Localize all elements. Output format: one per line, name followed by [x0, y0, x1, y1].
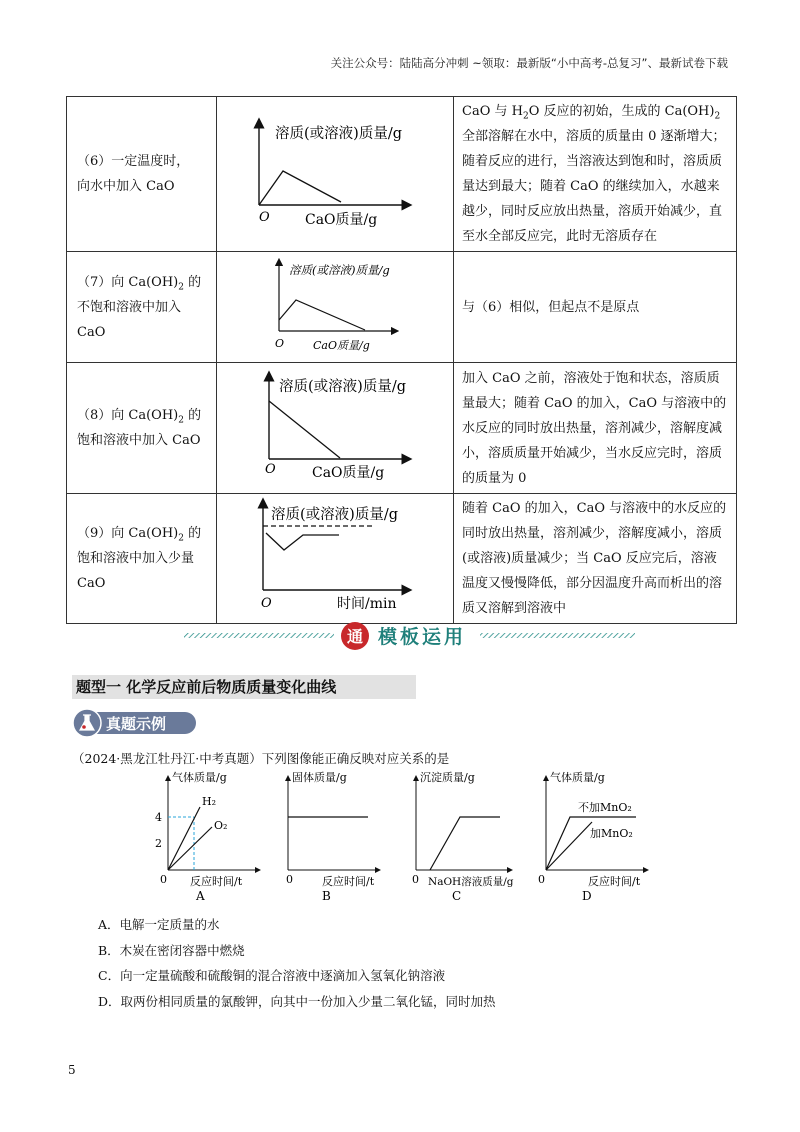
graph-8 [217, 363, 453, 493]
curve [269, 401, 340, 458]
figure-a [155, 770, 258, 903]
table-row [67, 97, 737, 252]
answer-figures [150, 770, 670, 910]
table-row [67, 494, 737, 624]
x-label: 反应时间/t [190, 875, 243, 888]
series-line [430, 817, 500, 870]
x-label: 反应时间/t [588, 875, 641, 888]
banner-icon-char: 通 [346, 627, 364, 646]
series-label: O₂ [214, 819, 228, 832]
origin-label: 0 [160, 873, 167, 886]
option-d: D．取两份相同质量的氯酸钾，向其中一份加入少量二氧化锰，同时加热 [98, 993, 496, 1009]
y-label: 气体质量/g [550, 771, 605, 784]
series-label: H₂ [202, 795, 217, 808]
y-label: 溶质(或溶液)质量/g [279, 379, 406, 395]
y-label: 溶质(或溶液)质量/g [271, 507, 398, 523]
series-label: 不加MnO₂ [578, 801, 632, 814]
origin-label: 0 [412, 873, 419, 886]
series-line-h2 [168, 807, 200, 870]
question-stem: （2024·黑龙江牡丹江·中考真题）下列图像能正确反映对应关系的是 [72, 751, 450, 766]
series-line-without-mno2 [546, 817, 636, 870]
explanation-cell: CaO 与 $H_2O$ 反应的初始，生成的 $Ca(OH)_2$ 全部溶解在水中，溶质的质量由 0 逐渐增大；随着反应的进行，当溶液达到饱和时，溶质质量达到最大；随着 CaO 的继续加入，水越来越少，同时反应放出热量，溶质开始减少，直至水全部反应完，此时无溶质存在 [454, 97, 737, 252]
graph-cell [217, 97, 454, 252]
curve [266, 533, 339, 550]
series-line-o2 [168, 827, 212, 870]
origin-label: O [265, 462, 276, 477]
origin-label: O [261, 596, 272, 611]
table-row [67, 363, 737, 494]
origin-label: O [259, 209, 270, 225]
y-label: 气体质量/g [172, 771, 227, 784]
condition-line: 向水中加入 CaO [77, 179, 175, 194]
x-label: 时间/min [337, 596, 397, 612]
curve [279, 300, 365, 330]
tick-label: 4 [155, 811, 162, 824]
banner-right-stripe [480, 633, 635, 638]
y-label: 溶质(或溶液)质量/g [289, 263, 390, 277]
y-label: 固体质量/g [292, 771, 347, 784]
y-label: 沉淀质量/g [420, 771, 475, 784]
x-label: 反应时间/t [322, 875, 375, 888]
graph-cell [217, 252, 454, 363]
figure-letter: D [582, 889, 592, 903]
figure-letter: B [322, 889, 331, 903]
page-header: 关注公众号：陆陆高分冲刺 ~领取：最新版“小中高考-总复习”、最新试卷下载 [330, 56, 728, 70]
figure-b [286, 770, 378, 903]
x-label: NaOH溶液质量/g [428, 876, 514, 888]
option-c: C．向一定量硫酸和硫酸铜的混合溶液中逐滴加入氢氧化钠溶液 [98, 968, 446, 983]
graph-cell [217, 363, 454, 494]
banner-title: 模板运用 [378, 626, 467, 648]
banner-left-stripe [184, 633, 334, 638]
condition-line: （6）一定温度时， [77, 154, 190, 169]
figure-letter: C [452, 889, 462, 903]
curve [259, 171, 341, 205]
page-number: 5 [68, 1063, 76, 1077]
section-title: 题型一 化学反应前后物质质量变化曲线 [72, 675, 416, 699]
example-badge [72, 708, 200, 738]
badge-label: 真题示例 [106, 715, 167, 733]
table-row [67, 252, 737, 363]
x-label: CaO质量/g [313, 339, 370, 352]
graph-6 [217, 109, 453, 240]
series-label: 加MnO₂ [590, 827, 633, 840]
x-label: CaO质量/g [305, 211, 378, 228]
explanation-cell: 与（6）相似，但起点不是原点 [454, 252, 737, 363]
condition-cell: （7）向 $Ca(OH)_2$ 的不饱和溶液中加入 CaO [67, 252, 217, 363]
section-banner [180, 618, 640, 654]
figure-c [412, 770, 514, 903]
explanation-cell: 随着 CaO 的加入，CaO 与溶液中的水反应的同时放出热量，溶剂减少，溶解度减小，溶质(或溶液)质量减少；当 CaO 反应完后，溶液温度又慢慢降低，部分因温度升高而析出的溶质又溶解到溶液中 [454, 494, 737, 624]
x-label: CaO质量/g [312, 465, 385, 481]
series-line-with-mno2 [546, 822, 592, 870]
option-b: B．木炭在密闭容器中燃烧 [98, 942, 245, 958]
condition-cell: （9）向 $Ca(OH)_2$ 的饱和溶液中加入少量 CaO [67, 494, 217, 624]
explanation-cell: 加入 CaO 之前，溶液处于饱和状态，溶质质量最大；随着 CaO 的加入，CaO 与溶液中的水反应的同时放出热量，溶剂减少，溶解度减小，溶质质量开始减少，当水反应完时，溶质的质量为 0 [454, 363, 737, 494]
figure-letter: A [196, 889, 205, 903]
figure-d [538, 770, 646, 903]
answer-options [98, 912, 496, 1014]
reference-table [66, 96, 737, 624]
option-a: A．电解一定质量的水 [98, 917, 220, 932]
condition-cell [67, 97, 217, 252]
origin-label: 0 [286, 873, 293, 886]
graph-7 [217, 252, 453, 362]
origin-label: 0 [538, 873, 545, 886]
graph-9 [217, 495, 453, 622]
origin-label: O [275, 337, 285, 350]
tick-label: 2 [155, 837, 162, 850]
y-label: 溶质(或溶液)质量/g [275, 125, 402, 142]
graph-cell [217, 494, 454, 624]
condition-cell: （8）向 $Ca(OH)_2$ 的饱和溶液中加入 CaO [67, 363, 217, 494]
